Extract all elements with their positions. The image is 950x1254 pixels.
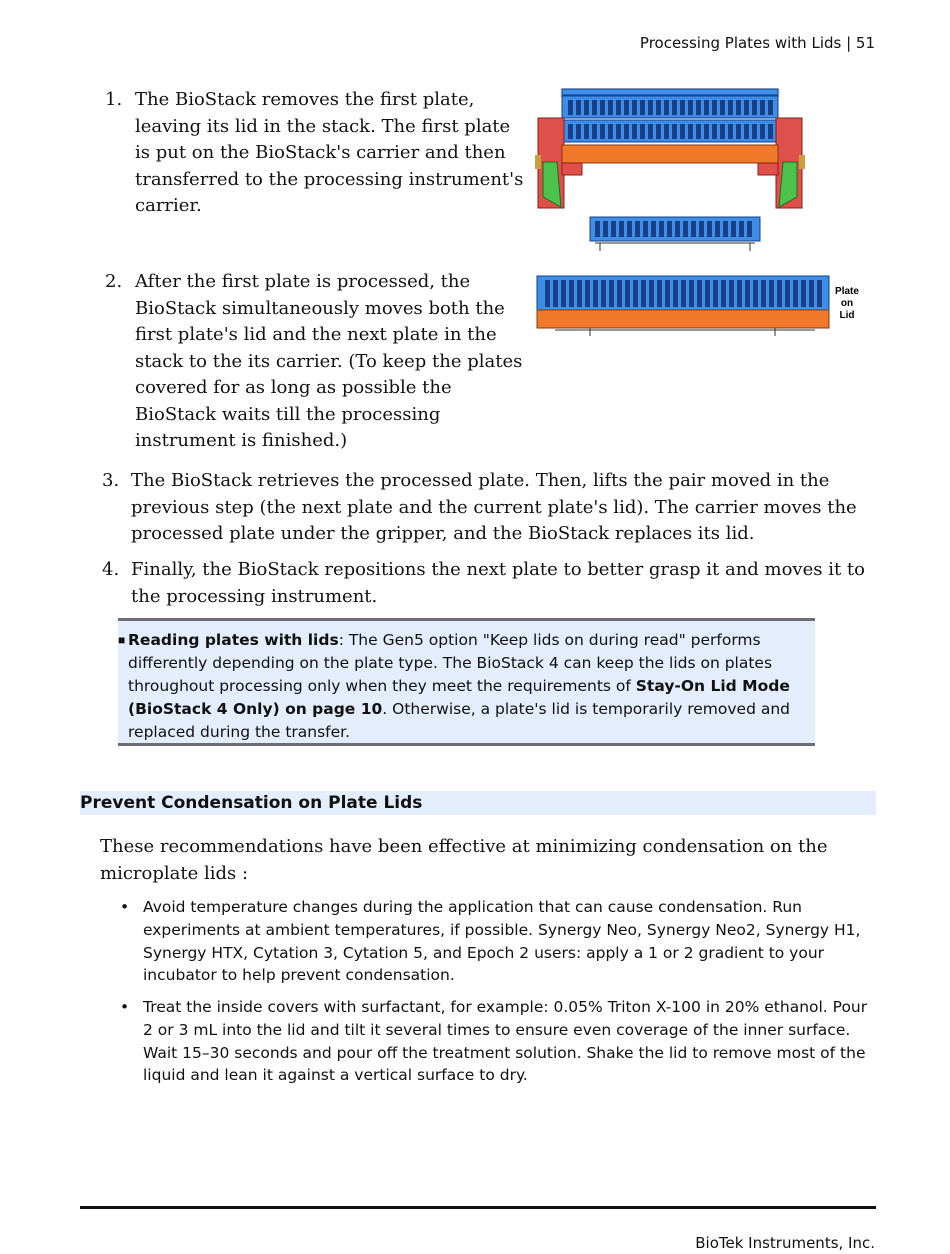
note-text-part: . Otherwise, a plate's lid is temporarily removed and replaced during the transfer. xyxy=(128,700,791,741)
plate-on-lid-label: Plate xyxy=(835,286,859,297)
bullet-icon: • xyxy=(120,898,130,916)
note-bullet-icon: ■ xyxy=(118,633,126,647)
note-text-part: : The Gen5 option "Keep lids on during read" performs differently depending on the plate type. The BioStack 4 can keep the lids on plates throughout processing only when they meet the requirements of xyxy=(128,631,773,695)
footer-rule xyxy=(80,1206,876,1209)
step-number: 1. xyxy=(105,89,123,110)
step-number: 2. xyxy=(105,271,123,292)
step-text: After the first plate is processed, the BioStack simultaneously moves both the first plate's lid and the next plate in the stack to the its carrier. (To keep the plates covered for as long as possible the BioStack waits till the processing instrument is finished.) xyxy=(135,271,523,451)
list-item-text: Avoid temperature changes during the application that can cause condensation. Run experiments at ambient temperatures, if possible. Synergy Neo, Synergy Neo2, Synergy H1, Synergy HTX, Cytation 3, Cytation 5, and Epoch 2 users: apply a 1 or 2 gradient to your incubator to help prevent condensation. xyxy=(143,898,861,985)
list-item-text: Treat the inside covers with surfactant, for example: 0.05% Triton X-100 in 20% ethanol. Pour 2 or 3 mL into the lid and tilt it several times to ensure even coverage of the inner surface. Wait 15–30 seconds and pour off the treatment solution. Shake the lid to remove most of the liquid and lean it against a vertical surface to dry. xyxy=(143,998,868,1085)
plate-on-lid-label: on xyxy=(840,298,854,309)
step-text: The BioStack removes the first plate, leaving its lid in the stack. The first plate is put on the BioStack's carrier and then transferred to the processing instrument's carrier. xyxy=(135,89,524,216)
footer-company: BioTek Instruments, Inc. xyxy=(695,1234,875,1252)
step-text: The BioStack retrieves the processed plate. Then, lifts the pair moved in the previous step (the next plate and the current plate's lid). The carrier moves the processed plate under the gripper, and the BioStack replaces its lid. xyxy=(131,470,857,544)
note-box xyxy=(118,618,815,746)
note-text xyxy=(128,629,818,744)
step-text: Finally, the BioStack repositions the next plate to better grasp it and moves it to the processing instrument. xyxy=(131,559,865,607)
stay-on-lid-link[interactable]: Stay-On Lid Mode (BioStack 4 Only) on page 10 xyxy=(128,677,790,718)
note-lead: Reading plates with lids xyxy=(128,631,339,649)
plate-on-lid-figure xyxy=(535,272,865,340)
section-heading: Prevent Condensation on Plate Lids xyxy=(80,791,876,815)
step-number: 3. xyxy=(102,470,120,491)
step-number: 4. xyxy=(102,559,120,580)
bullet-icon: • xyxy=(120,998,130,1016)
plate-on-lid-label: Lid xyxy=(839,310,855,321)
section-intro: These recommendations have been effective at minimizing condensation on the microplate lids : xyxy=(100,836,828,884)
biostack-removes-plate-figure xyxy=(535,85,805,255)
running-header: Processing Plates with Lids | 51 xyxy=(639,34,875,52)
